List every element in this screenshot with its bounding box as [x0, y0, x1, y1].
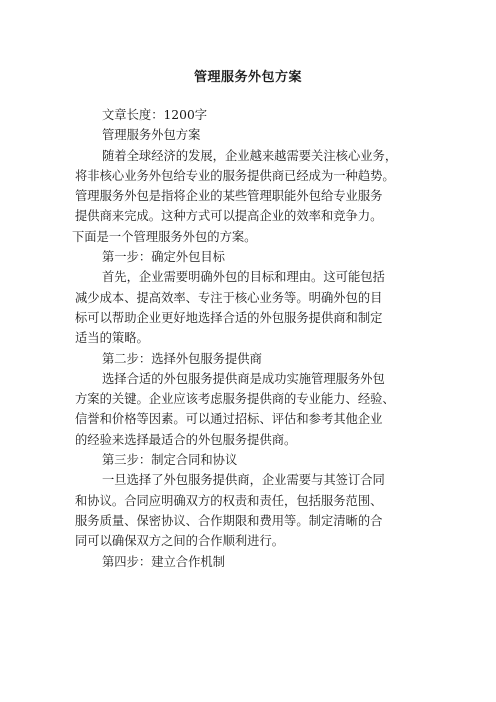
paragraph-line: 方案的关键。企业应该考虑服务提供商的专业能力、经验、: [75, 392, 395, 407]
paragraph-line: 减少成本、提高效率、专注于核心业务等。明确外包的目: [75, 290, 383, 305]
paragraph-line: 标可以帮助企业更好地选择合适的外包服务提供商和制定: [75, 310, 383, 325]
step-heading: 第一步：确定外包目标: [102, 250, 225, 265]
document-title: 管理服务外包方案: [193, 70, 302, 85]
paragraph-line: 适当的策略。: [75, 331, 149, 346]
paragraph-line: 管理服务外包是指将企业的某些管理职能外包给专业服务: [75, 189, 383, 204]
paragraph-line: 一旦选择了外包服务提供商，企业需要与其签订合同: [102, 473, 385, 488]
paragraph-line: 服务质量、保密协议、合作期限和费用等。制定清晰的合: [75, 513, 383, 528]
step-heading: 第三步：制定合同和协议: [102, 453, 238, 468]
article-length-line: 文章长度：1200字: [102, 108, 208, 122]
paragraph-line: 的经验来选择最适合的外包服务提供商。: [75, 432, 297, 447]
paragraph-line: 首先，企业需要明确外包的目标和理由。这可能包括: [102, 270, 385, 285]
document-body: [72, 105, 440, 572]
paragraph-line: 选择合适的外包服务提供商是成功实施管理服务外包: [102, 371, 385, 386]
step-heading: 第二步：选择外包服务提供商: [102, 351, 262, 366]
paragraph-line: 提供商来完成。这种方式可以提高企业的效率和竞争力。: [75, 209, 383, 224]
paragraph-line: 同可以确保双方之间的合作顺利进行。: [75, 534, 285, 549]
step-heading: 第四步：建立合作机制: [102, 554, 225, 569]
paragraph-line: 将非核心业务外包给专业的服务提供商已经成为一种趋势。: [75, 168, 395, 183]
paragraph-line: 和协议。合同应明确双方的权责和责任，包括服务范围、: [75, 493, 383, 508]
paragraph-line: 下面是一个管理服务外包的方案。: [72, 229, 257, 244]
paragraph-line: 随着全球经济的发展，企业越来越需要关注核心业务，: [102, 148, 398, 163]
paragraph-line: 信誉和价格等因素。可以通过招标、评估和参考其他企业: [75, 412, 383, 427]
subtitle-line: 管理服务外包方案: [102, 128, 201, 143]
